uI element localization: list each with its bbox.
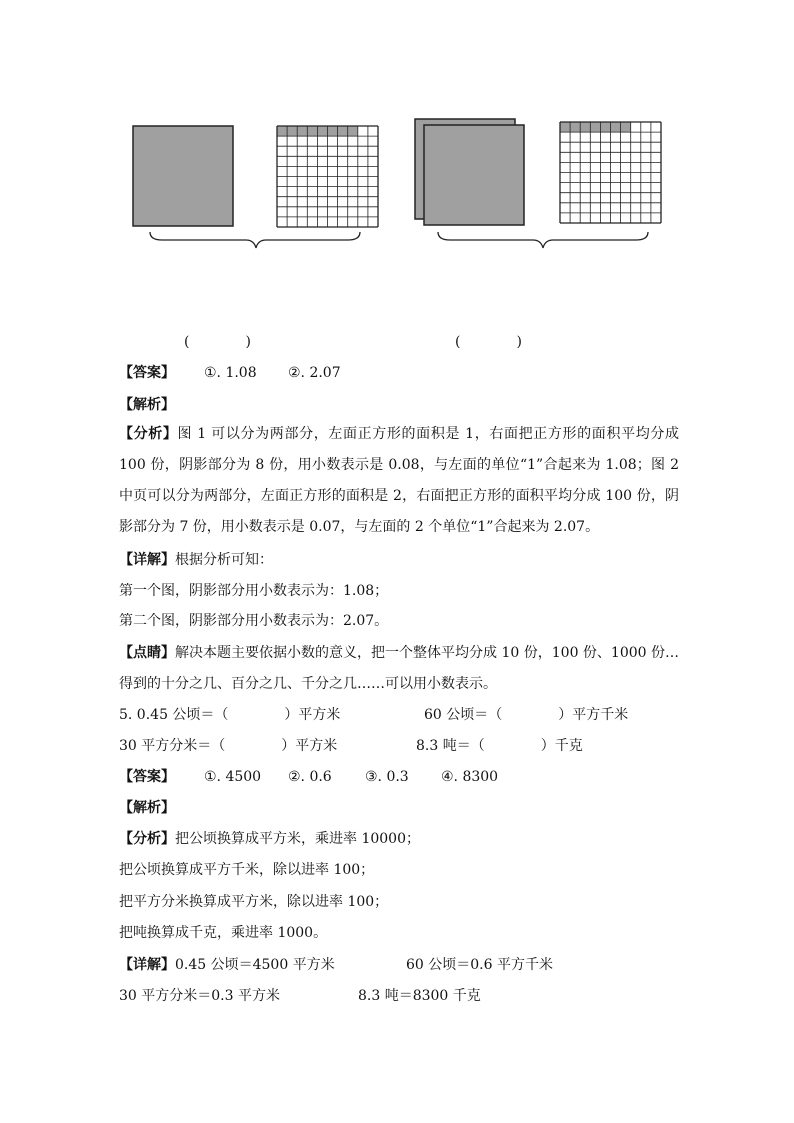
shaded-cell <box>580 122 590 132</box>
q5-answer-3: ③. 0.3 <box>365 769 409 785</box>
q5-detail-3: 30 平方分米＝0.3 平方米 <box>119 988 280 1004</box>
shaded-cell <box>317 126 327 136</box>
q4-xiangjie <box>119 550 273 570</box>
figure2-hundred-grid <box>560 122 661 223</box>
q5-analysis-line-a: 把公顷换算成平方千米，除以进率 100； <box>119 862 375 878</box>
q4-analysis-tag: 【解析】 <box>119 397 175 413</box>
q5-detail-2: 60 公顷＝0.6 平方千米 <box>406 957 553 973</box>
q4-detail-line-1: 第一个图，阴影部分用小数表示为：1.08； <box>119 583 389 599</box>
shaded-cell <box>600 122 610 132</box>
decimal-figure <box>0 0 794 260</box>
shaded-cell <box>570 122 580 132</box>
figure2-answer-blank: ( ) <box>455 334 522 350</box>
shaded-cell <box>611 122 621 132</box>
q5-question-2: 60 公顷＝（ ）平方千米 <box>424 707 629 723</box>
q4-answer-1: ①. 1.08 <box>204 365 257 381</box>
q5-answer-2: ②. 0.6 <box>288 769 332 785</box>
q5-question-4: 8.3 吨＝（ ）千克 <box>416 738 583 754</box>
fenxi-tag: 【分析】 <box>119 426 178 442</box>
q4-detail-line-2: 第二个图，阴影部分用小数表示为：2.07。 <box>119 613 389 629</box>
figure1-whole-square <box>133 126 233 226</box>
shaded-cell <box>621 122 631 132</box>
q5-analysis-tag: 【解析】 <box>119 800 175 816</box>
q5-answer-tag: 【答案】 <box>119 769 175 785</box>
xiangjie-tag: 【详解】 <box>119 957 175 973</box>
q5-question-1: 5. 0.45 公顷＝（ ）平方米 <box>119 707 341 723</box>
shaded-cell <box>287 126 297 136</box>
shaded-cell <box>297 126 307 136</box>
q5-detail-1 <box>119 955 335 975</box>
detail-text: 0.45 公顷＝4500 平方米 <box>175 957 335 973</box>
shaded-cell <box>560 122 570 132</box>
fenxi-text: 把公顷换算成平方米，乘进率 10000； <box>175 831 420 847</box>
shaded-cell <box>590 122 600 132</box>
shaded-cell <box>338 126 348 136</box>
xiangjie-tag: 【详解】 <box>119 552 175 568</box>
shaded-cell <box>277 126 287 136</box>
q4-dianjing-paragraph <box>119 638 679 700</box>
q5-fenxi <box>119 829 420 849</box>
shaded-cell <box>307 126 317 136</box>
figure2-whole-square-front <box>424 125 524 225</box>
figure2-brace <box>438 232 648 248</box>
q5-answer-1: ①. 4500 <box>204 769 262 785</box>
answer-tag: 【答案】 <box>119 365 175 381</box>
shaded-cell <box>328 126 338 136</box>
q4-answer-row <box>119 363 175 383</box>
q5-analysis-line-c: 把吨换算成千克，乘进率 1000。 <box>119 925 328 941</box>
q5-question-3: 30 平方分米＝（ ）平方米 <box>119 738 338 754</box>
figure1-hundred-grid <box>277 126 378 227</box>
dianjing-text: 解决本题主要依据小数的意义，把一个整体平均分成 10 份，100 份、1000 份…得到的十分之几、百分之几、千分之几……可以用小数表示。 <box>119 645 680 692</box>
figure1-answer-blank: ( ) <box>184 334 251 350</box>
q5-analysis-line-b: 把平方分米换算成平方米，除以进率 100； <box>119 894 389 910</box>
q4-fenxi-paragraph <box>119 419 679 543</box>
q5-detail-4: 8.3 吨＝8300 千克 <box>358 988 481 1004</box>
fenxi-tag: 【分析】 <box>119 831 175 847</box>
q4-answer-2: ②. 2.07 <box>288 365 341 381</box>
xiangjie-text: 根据分析可知： <box>175 552 273 568</box>
dianjing-tag: 【点睛】 <box>119 645 176 661</box>
fenxi-text: 图 1 可以分为两部分，左面正方形的面积是 1，右面把正方形的面积平均分成 100 份，阴影部分为 8 份，用小数表示是 0.08，与左面的单位“1”合起来为 1.08；图 2 中页可以分为两部分，左面正方形的面积是 2，右面把正方形的面积平均分成 100 份，阴影部分为 7 份，用小数表示是 0.07，与左面的 2 个单位“1”合起来为 2.07。 <box>119 426 679 535</box>
shaded-cell <box>348 126 358 136</box>
q5-answer-4: ④. 8300 <box>441 769 499 785</box>
figure1-brace <box>150 232 360 248</box>
